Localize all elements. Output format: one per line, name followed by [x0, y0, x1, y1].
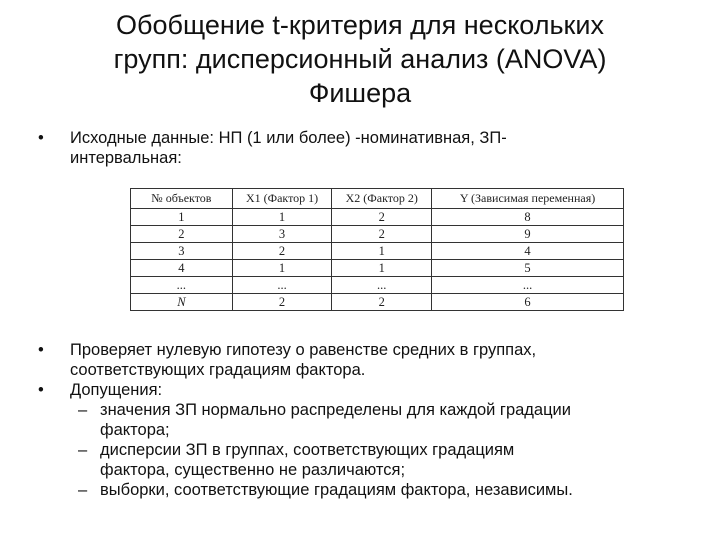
table-cell: 8	[432, 209, 624, 226]
table-cell: 5	[432, 260, 624, 277]
assumption-1-line-2: фактора;	[100, 421, 170, 439]
title-line-2: групп: дисперсионный анализ (ANOVA)	[113, 44, 607, 74]
table-cell: 3	[131, 243, 233, 260]
table-cell: 2	[131, 226, 233, 243]
table-row	[131, 243, 624, 260]
table-cell: ...	[432, 277, 624, 294]
table-cell: 2	[332, 294, 432, 311]
assumption-item-normality	[0, 400, 720, 440]
table-row	[131, 209, 624, 226]
header-factor-2: X2 (Фактор 2)	[332, 189, 432, 209]
table-cell: 1	[232, 260, 332, 277]
table-row	[131, 260, 624, 277]
table-cell: 1	[332, 243, 432, 260]
assumptions-label: Допущения:	[70, 381, 163, 399]
assumptions-bullet-item	[0, 380, 720, 400]
assumption-3-line-1: выборки, соответствующие градациям фактора, независимы.	[100, 481, 573, 499]
header-object-number: № объектов	[131, 189, 233, 209]
slide-title	[40, 8, 680, 110]
table-header-row	[131, 189, 624, 209]
table-cell: 2	[232, 294, 332, 311]
hypothesis-bullet-item	[0, 340, 720, 380]
points-block	[0, 340, 720, 500]
bullet-marker: •	[38, 129, 44, 147]
table-cell: 1	[131, 209, 233, 226]
intro-block	[0, 128, 720, 168]
table-row	[131, 294, 624, 311]
assumption-2-line-1: дисперсии ЗП в группах, соответствующих градациям	[100, 441, 515, 459]
bullet-marker: •	[38, 381, 44, 399]
intro-bullet-item	[0, 128, 720, 168]
title-line-1: Обобщение t-критерия для нескольких	[116, 10, 604, 40]
data-table	[130, 188, 624, 311]
table-cell: 9	[432, 226, 624, 243]
intro-line-1: Исходные данные: НП (1 или более) -номинативная, ЗП-	[70, 129, 507, 147]
table-cell: 3	[232, 226, 332, 243]
table-cell: 2	[332, 209, 432, 226]
table-cell: 6	[432, 294, 624, 311]
dash-marker: –	[78, 401, 88, 419]
header-factor-1: X1 (Фактор 1)	[232, 189, 332, 209]
dash-marker: –	[78, 441, 88, 459]
assumption-item-variance	[0, 440, 720, 480]
table-cell: 1	[232, 209, 332, 226]
assumption-item-independence	[0, 480, 720, 500]
assumption-2-line-2: фактора, существенно не различаются;	[100, 461, 406, 479]
title-line-3: Фишера	[308, 78, 412, 108]
header-dependent-variable: Y (Зависимая переменная)	[432, 189, 624, 209]
table-cell: 4	[131, 260, 233, 277]
table-cell: 2	[332, 226, 432, 243]
hypothesis-line-2: соответствующих градациям фактора.	[70, 361, 366, 379]
table-cell: ...	[232, 277, 332, 294]
table-cell: 1	[332, 260, 432, 277]
dash-marker: –	[78, 481, 88, 499]
table-row	[131, 226, 624, 243]
table-cell: N	[131, 294, 233, 311]
table-cell: 2	[232, 243, 332, 260]
hypothesis-line-1: Проверяет нулевую гипотезу о равенстве средних в группах,	[70, 341, 537, 359]
bullet-marker: •	[38, 341, 44, 359]
assumption-1-line-1: значения ЗП нормально распределены для каждой градации	[100, 401, 571, 419]
table-cell: ...	[131, 277, 233, 294]
intro-line-2: интервальная:	[70, 149, 182, 167]
table-row	[131, 277, 624, 294]
table-cell: 4	[432, 243, 624, 260]
table-cell: ...	[332, 277, 432, 294]
